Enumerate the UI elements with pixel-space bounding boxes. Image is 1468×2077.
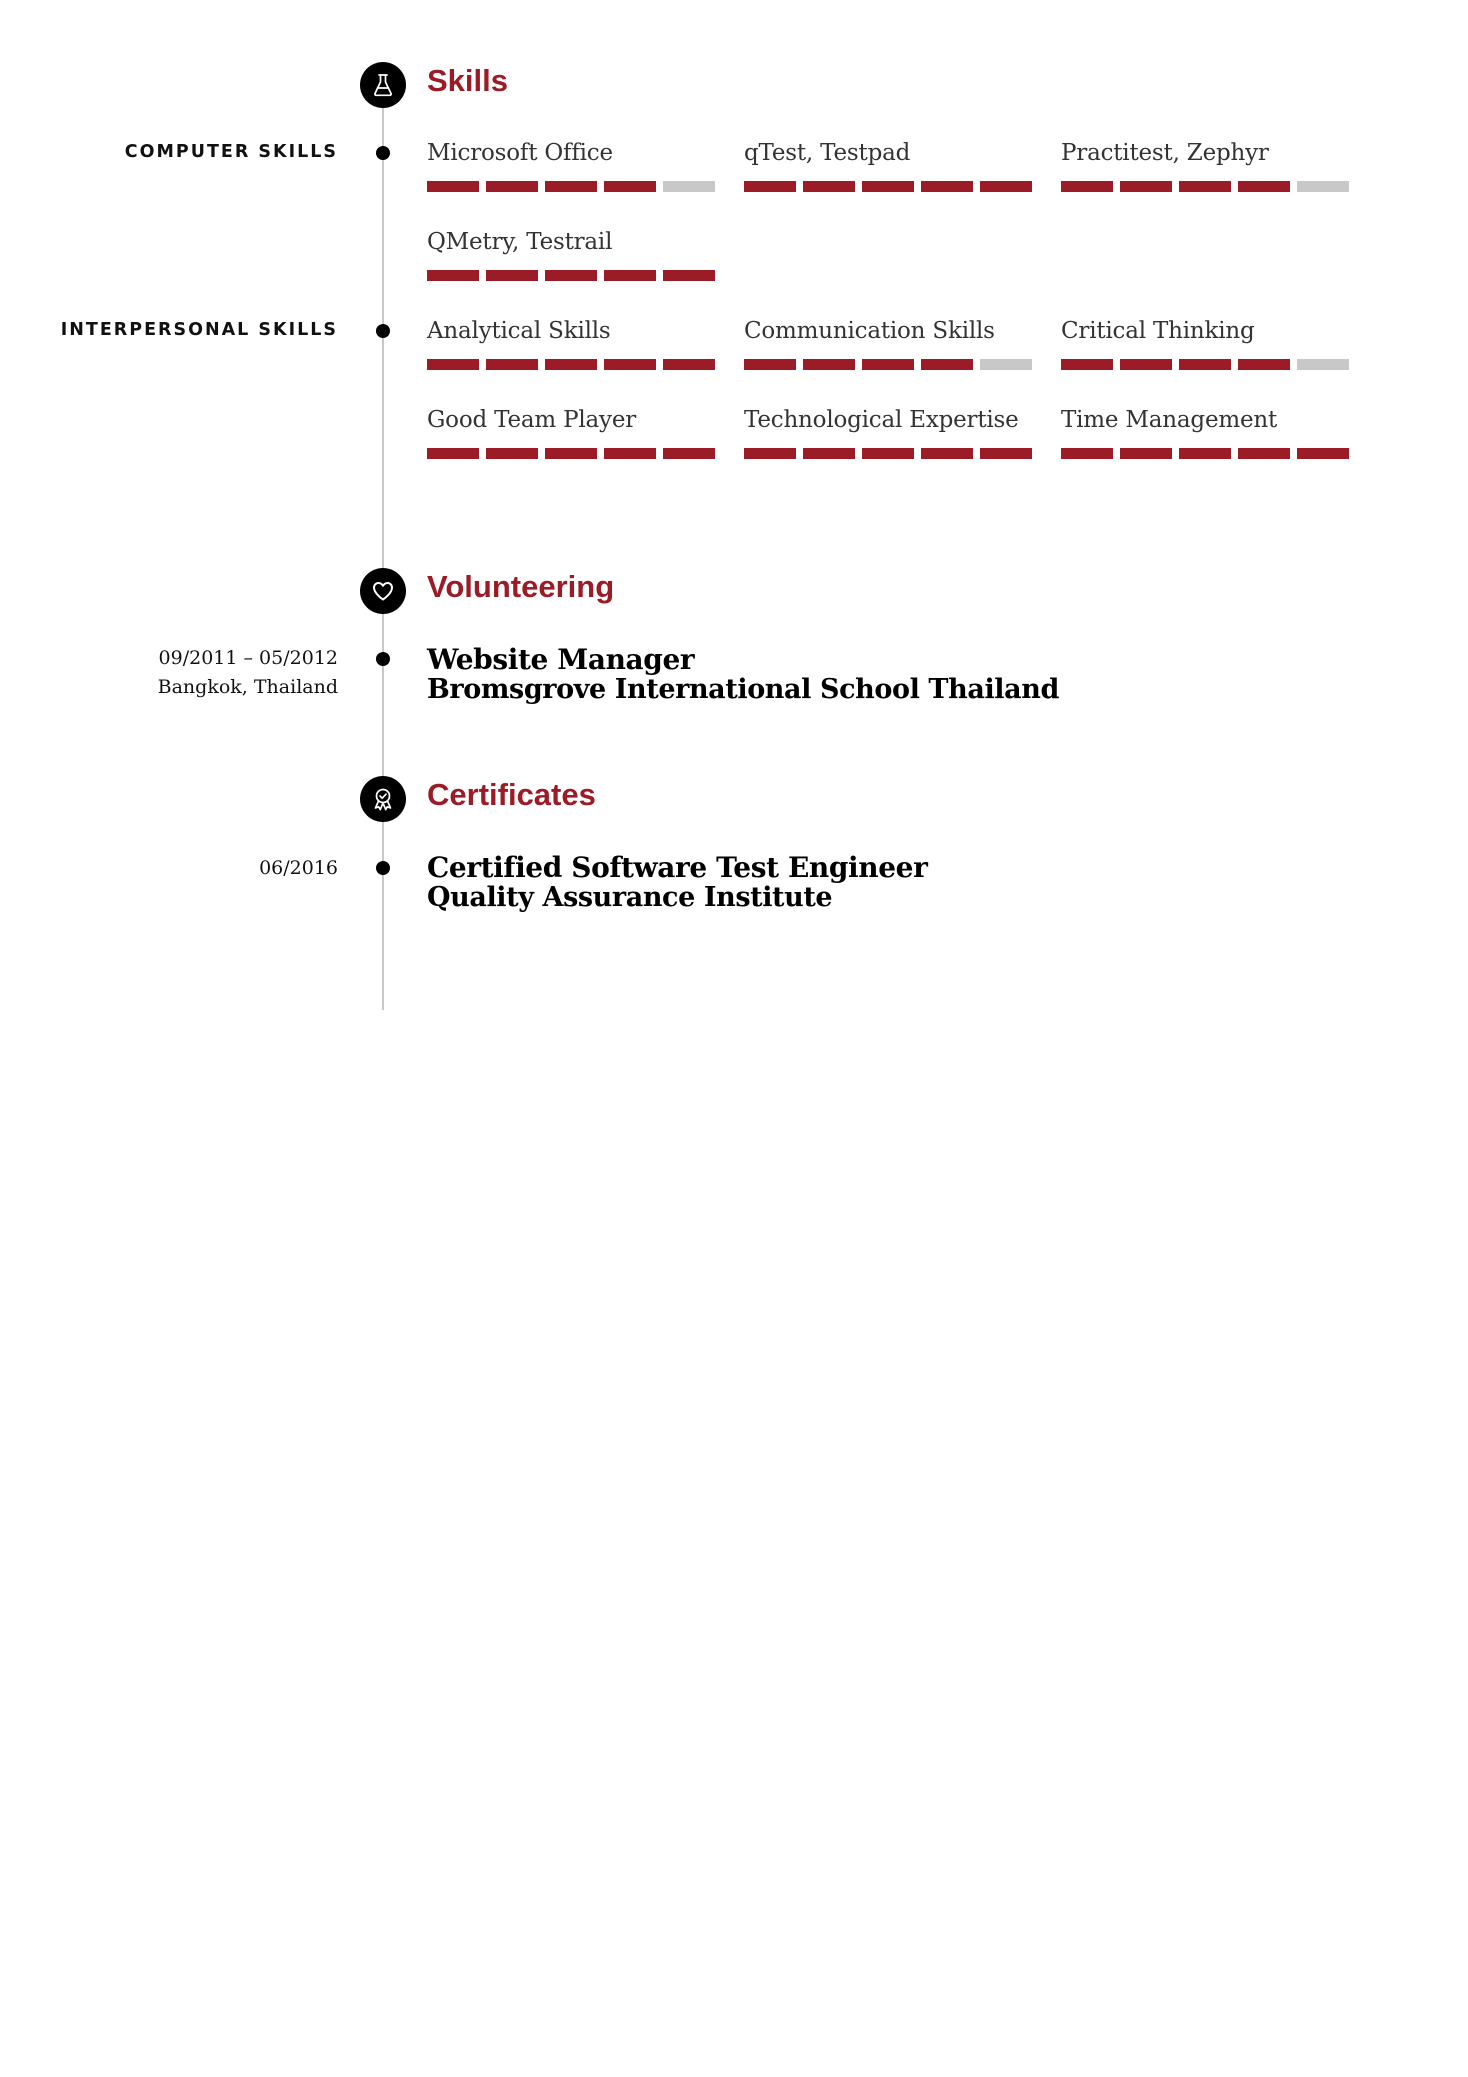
rating-bar-filled xyxy=(1061,448,1113,459)
skills-section-title: Skills xyxy=(427,63,508,98)
timeline-dot xyxy=(376,324,390,338)
skill-name: qTest, Testpad xyxy=(744,140,911,166)
rating-bar-filled xyxy=(663,359,715,370)
timeline-dot xyxy=(376,652,390,666)
skill-name: Practitest, Zephyr xyxy=(1061,140,1269,166)
computer-skills-label: COMPUTER SKILLS xyxy=(124,142,338,162)
skill-rating xyxy=(744,181,1034,192)
rating-bar-empty xyxy=(980,359,1032,370)
rating-bar-filled xyxy=(1120,181,1172,192)
skill-item xyxy=(744,316,1034,370)
rating-bar-filled xyxy=(604,270,656,281)
interpersonal-skills-label: INTERPERSONAL SKILLS xyxy=(60,320,338,340)
rating-bar-filled xyxy=(980,181,1032,192)
volunteering-entry xyxy=(427,645,1059,704)
skill-rating xyxy=(427,359,717,370)
rating-bar-filled xyxy=(427,448,479,459)
skill-name: QMetry, Testrail xyxy=(427,229,613,255)
rating-bar-filled xyxy=(1238,359,1290,370)
award-icon xyxy=(360,776,406,822)
skill-item xyxy=(744,405,1034,459)
rating-bar-filled xyxy=(803,448,855,459)
skill-name: Technological Expertise xyxy=(744,407,1019,433)
rating-bar-empty xyxy=(1297,181,1349,192)
rating-bar-filled xyxy=(921,448,973,459)
skill-item xyxy=(1061,316,1351,370)
rating-bar-filled xyxy=(545,270,597,281)
rating-bar-filled xyxy=(921,359,973,370)
rating-bar-filled xyxy=(486,270,538,281)
certificate-date: 06/2016 xyxy=(259,857,338,879)
rating-bar-filled xyxy=(1238,181,1290,192)
rating-bar-filled xyxy=(663,448,715,459)
flask-icon xyxy=(360,62,406,108)
skill-rating xyxy=(744,359,1034,370)
skill-name: Microsoft Office xyxy=(427,140,613,166)
rating-bar-filled xyxy=(921,181,973,192)
rating-bar-filled xyxy=(1120,359,1172,370)
rating-bar-filled xyxy=(1238,448,1290,459)
volunteering-dates: 09/2011 – 05/2012 xyxy=(158,647,338,669)
skill-name: Time Management xyxy=(1061,407,1278,433)
skill-item xyxy=(1061,138,1351,192)
rating-bar-filled xyxy=(980,448,1032,459)
rating-bar-filled xyxy=(427,181,479,192)
rating-bar-empty xyxy=(663,181,715,192)
rating-bar-filled xyxy=(604,181,656,192)
rating-bar-filled xyxy=(744,448,796,459)
timeline-dot xyxy=(376,146,390,160)
rating-bar-filled xyxy=(744,181,796,192)
skill-item xyxy=(427,316,717,370)
rating-bar-filled xyxy=(1179,359,1231,370)
rating-bar-filled xyxy=(663,270,715,281)
skill-item xyxy=(744,138,1034,192)
skill-item xyxy=(427,138,717,192)
rating-bar-filled xyxy=(1120,448,1172,459)
certificate-issuer: Quality Assurance Institute xyxy=(427,882,833,913)
rating-bar-filled xyxy=(1179,181,1231,192)
volunteering-role: Website Manager xyxy=(427,643,695,676)
skill-rating xyxy=(427,270,717,281)
rating-bar-filled xyxy=(486,448,538,459)
skill-rating xyxy=(1061,448,1351,459)
rating-bar-filled xyxy=(1297,448,1349,459)
rating-bar-filled xyxy=(545,181,597,192)
skill-rating xyxy=(1061,181,1351,192)
volunteering-section-title: Volunteering xyxy=(427,569,615,604)
rating-bar-filled xyxy=(427,270,479,281)
skill-name: Analytical Skills xyxy=(427,318,611,344)
rating-bar-filled xyxy=(862,448,914,459)
rating-bar-filled xyxy=(1179,448,1231,459)
rating-bar-filled xyxy=(427,359,479,370)
rating-bar-filled xyxy=(862,181,914,192)
skill-rating xyxy=(427,181,717,192)
volunteering-organization: Bromsgrove International School Thailand xyxy=(427,674,1059,705)
skill-item xyxy=(427,405,717,459)
rating-bar-filled xyxy=(744,359,796,370)
rating-bar-filled xyxy=(545,359,597,370)
rating-bar-filled xyxy=(862,359,914,370)
certificates-section-title: Certificates xyxy=(427,777,596,812)
skill-name: Critical Thinking xyxy=(1061,318,1255,344)
skill-rating xyxy=(427,448,717,459)
skill-item xyxy=(1061,405,1351,459)
volunteering-location: Bangkok, Thailand xyxy=(157,676,338,698)
rating-bar-filled xyxy=(604,359,656,370)
rating-bar-filled xyxy=(1061,181,1113,192)
skill-name: Communication Skills xyxy=(744,318,995,344)
timeline-dot xyxy=(376,861,390,875)
rating-bar-filled xyxy=(803,181,855,192)
rating-bar-filled xyxy=(486,181,538,192)
heart-icon xyxy=(360,568,406,614)
rating-bar-filled xyxy=(1061,359,1113,370)
rating-bar-filled xyxy=(604,448,656,459)
skill-item xyxy=(427,227,717,281)
skill-rating xyxy=(1061,359,1351,370)
certificate-entry xyxy=(427,853,927,912)
skill-name: Good Team Player xyxy=(427,407,637,433)
volunteering-meta xyxy=(158,644,338,702)
skill-rating xyxy=(744,448,1034,459)
rating-bar-filled xyxy=(803,359,855,370)
rating-bar-filled xyxy=(486,359,538,370)
certificate-name: Certified Software Test Engineer xyxy=(427,851,928,884)
rating-bar-filled xyxy=(545,448,597,459)
rating-bar-empty xyxy=(1297,359,1349,370)
